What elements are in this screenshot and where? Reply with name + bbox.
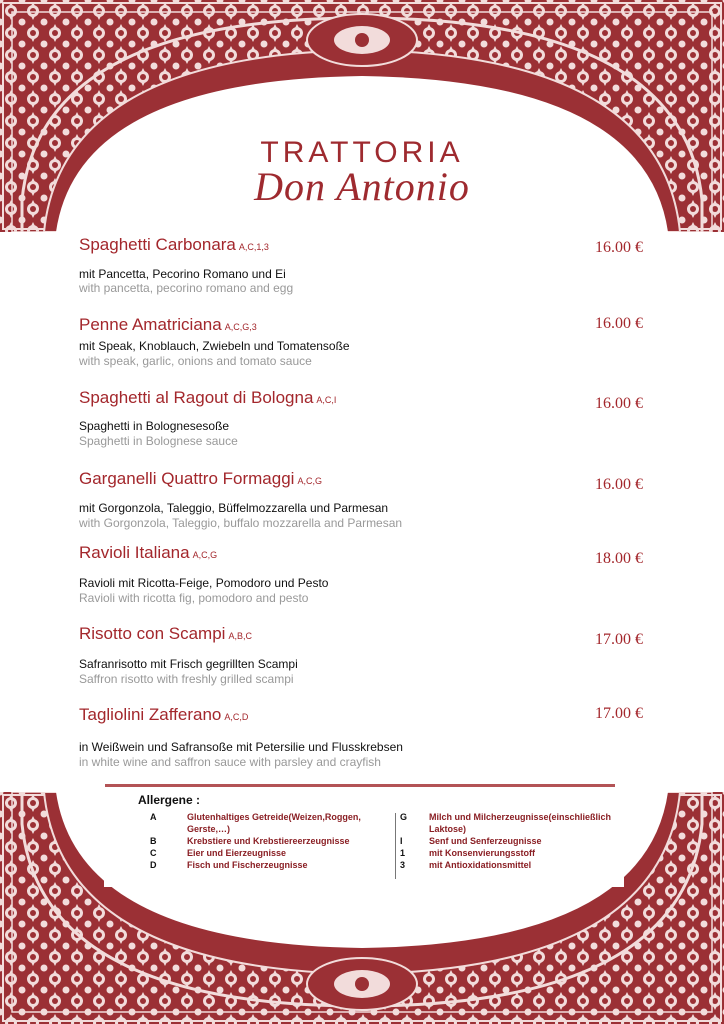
- dish-price: 16.00 €: [595, 395, 643, 412]
- allergen-label: Glutenhaltiges Getreide(Weizen,Roggen, Gerste,…): [187, 812, 361, 834]
- allergen-label: Fisch und Fischerzeugnisse: [187, 860, 308, 870]
- allergen-code: B: [150, 836, 157, 846]
- restaurant-logo: [0, 137, 724, 207]
- dish-price: 18.00 €: [595, 550, 643, 567]
- restaurant-name-line2: Don Antonio: [254, 164, 470, 209]
- divider-line: [105, 784, 615, 787]
- allergen-row: [400, 811, 625, 835]
- allergen-row: [150, 859, 400, 871]
- allergen-row: [400, 835, 625, 847]
- allergen-label: Krebstiere und Krebstiereerzeugnisse: [187, 836, 350, 846]
- dish-price: 16.00 €: [595, 239, 643, 256]
- dish-item: [79, 388, 649, 453]
- dish-item: [79, 543, 649, 608]
- allergen-code: C: [150, 848, 157, 858]
- allergen-code: 3: [400, 860, 406, 870]
- dish-price: 17.00 €: [595, 705, 643, 722]
- dish-item: [79, 469, 649, 534]
- allergen-row: [150, 811, 400, 835]
- allergen-code: G: [400, 812, 408, 822]
- allergen-code: D: [150, 860, 157, 870]
- dish-price: 17.00 €: [595, 631, 643, 648]
- dish-name: Tagliolini Zafferano A,C,D: [79, 705, 249, 724]
- allergen-code: 1: [400, 848, 406, 858]
- allergen-column-divider: [395, 813, 396, 879]
- allergen-row: [400, 859, 625, 871]
- allergen-label: mit Konsenvierungsstoff: [429, 848, 536, 858]
- dish-description-de: Spaghetti in Bolognesesoße: [79, 419, 230, 433]
- dish-name: Risotto con Scampi A,B,C: [79, 624, 252, 643]
- allergen-label: Milch und Milcherzeugnisse(einschließlich Laktose): [429, 812, 612, 834]
- dish-name: Spaghetti Carbonara A,C,1,3: [79, 235, 269, 254]
- dish-description-en: with speak, garlic, onions and tomato sauce: [79, 354, 312, 368]
- dish-description-de: mit Gorgonzola, Taleggio, Büffelmozzarella und Parmesan: [79, 501, 389, 515]
- allergen-code: I: [400, 836, 403, 846]
- dish-description-en: with pancetta, pecorino romano and egg: [79, 281, 294, 295]
- dish-allergens: A,C,I: [316, 395, 337, 405]
- dish-description-de: mit Speak, Knoblauch, Zwiebeln und Tomatensoße: [79, 339, 350, 353]
- dish-allergens: A,C,G: [192, 550, 218, 560]
- dish-description-de: mit Pancetta, Pecorino Romano und Ei: [79, 267, 286, 281]
- dish-description-de: Safranrisotto mit Frisch gegrillten Scampi: [79, 657, 298, 671]
- dish-allergens: A,C,1,3: [238, 242, 269, 252]
- restaurant-name-line1: TRATTORIA: [260, 136, 464, 169]
- dish-allergens: A,B,C: [228, 631, 252, 641]
- dish-description-en: Saffron risotto with freshly grilled scampi: [79, 672, 294, 686]
- dish-description-en: Spaghetti in Bolognese sauce: [79, 434, 238, 448]
- allergen-row: [400, 847, 625, 859]
- dish-description-en: in white wine and saffron sauce with parsley and crayfish: [79, 755, 381, 769]
- dish-price: 16.00 €: [595, 476, 643, 493]
- dish-price: 16.00 €: [595, 315, 643, 332]
- dish-description-de: in Weißwein und Safransoße mit Petersilie und Flusskrebsen: [79, 740, 403, 754]
- allergen-row: [150, 847, 400, 859]
- dish-name: Ravioli Italiana A,C,G: [79, 543, 218, 562]
- allergen-label: Eier und Eierzeugnisse: [187, 848, 287, 858]
- dish-item: [79, 705, 649, 770]
- dish-allergens: A,C,D: [224, 712, 249, 722]
- allergen-label: mit Antioxidationsmittel: [429, 860, 532, 870]
- allergen-code: A: [150, 812, 157, 822]
- allergen-label: Senf und Senferzeugnisse: [429, 836, 542, 846]
- dish-name: Garganelli Quattro Formaggi A,C,G: [79, 469, 322, 488]
- dish-allergens: A,C,G: [297, 476, 322, 486]
- dish-item: [79, 315, 649, 375]
- dish-name: Penne Amatriciana A,C,G,3: [79, 315, 257, 334]
- allergen-column-left: [150, 811, 400, 871]
- allergen-row: [150, 835, 400, 847]
- dish-item: [79, 235, 649, 295]
- allergen-column-right: [400, 811, 625, 871]
- dish-description-en: with Gorgonzola, Taleggio, buffalo mozzarella and Parmesan: [79, 516, 403, 530]
- allergen-legend: [104, 791, 624, 887]
- allergen-legend-title: Allergene :: [138, 793, 201, 807]
- dish-description-en: Ravioli with ricotta fig, pomodoro and pesto: [79, 591, 309, 605]
- dish-name: Spaghetti al Ragout di Bologna A,C,I: [79, 388, 337, 407]
- dish-allergens: A,C,G,3: [224, 322, 257, 332]
- dish-description-de: Ravioli mit Ricotta-Feige, Pomodoro und Pesto: [79, 576, 329, 590]
- dish-item: [79, 624, 649, 689]
